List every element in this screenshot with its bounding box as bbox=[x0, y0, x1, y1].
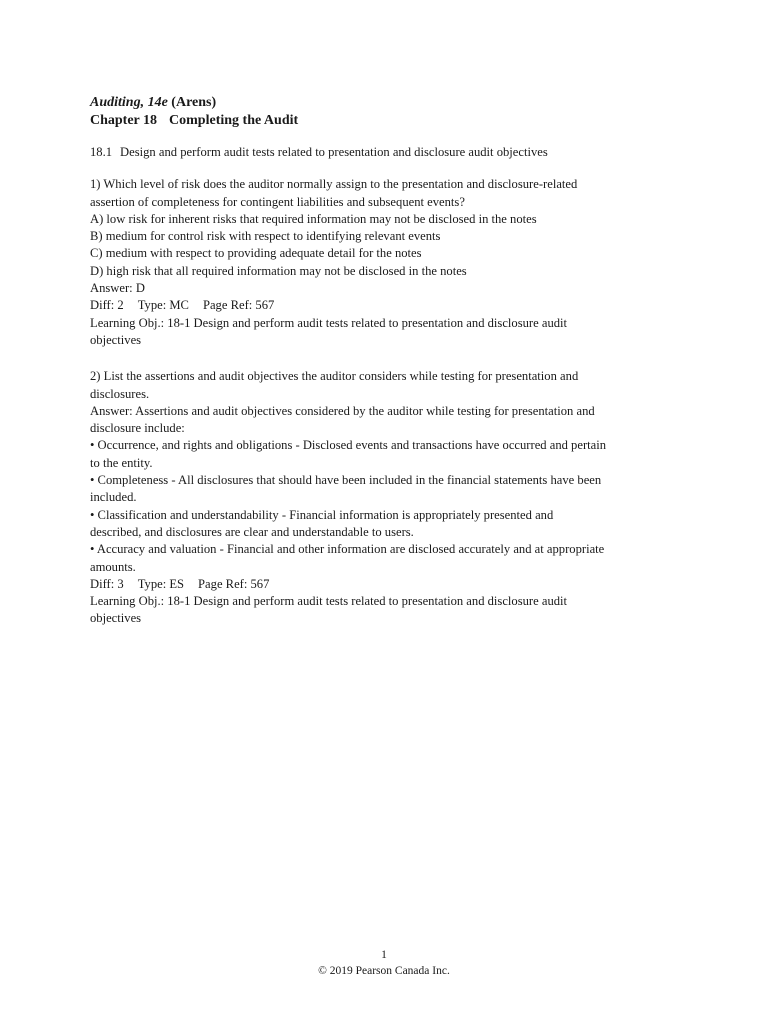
page-ref: Page Ref: 567 bbox=[202, 298, 275, 313]
answer-text-line: Answer: Assertions and audit objectives considered by the auditor while testing for presentation and bbox=[90, 403, 595, 418]
bullet-item: included. bbox=[90, 490, 137, 505]
chapter-heading bbox=[90, 112, 680, 130]
book-title bbox=[90, 94, 680, 112]
answer-option-a: A) low risk for inherent risks that required information may not be disclosed in the notes bbox=[90, 211, 537, 226]
bullet-item: amounts. bbox=[90, 559, 136, 574]
question-1 bbox=[90, 176, 680, 349]
question-text-line: disclosures. bbox=[90, 386, 150, 401]
answer-text-line: disclosure include: bbox=[90, 421, 185, 436]
question-text-line: 2) List the assertions and audit objectives the auditor considers while testing for presentation and bbox=[90, 369, 579, 384]
question-text-line: assertion of completeness for contingent liabilities and subsequent events? bbox=[90, 194, 465, 209]
bullet-item: • Occurrence, and rights and obligations - Disclosed events and transactions have occurred and pertain bbox=[90, 438, 607, 453]
bullet-item: • Classification and understandability - Financial information is appropriately presented and bbox=[90, 507, 554, 522]
bullet-item: to the entity. bbox=[90, 455, 153, 470]
learning-objective-line: objectives bbox=[90, 332, 142, 347]
learning-objective-line: Learning Obj.: 18-1 Design and perform audit tests related to presentation and disclosure audit bbox=[90, 594, 568, 609]
learning-objective-line: objectives bbox=[90, 611, 142, 626]
learning-objective-line: Learning Obj.: 18-1 Design and perform audit tests related to presentation and disclosure audit bbox=[90, 315, 568, 330]
answer-option-b: B) medium for control risk with respect to identifying relevant events bbox=[90, 229, 441, 244]
question-meta bbox=[90, 576, 680, 593]
answer-option-c: C) medium with respect to providing adequate detail for the notes bbox=[90, 246, 422, 261]
document-page bbox=[90, 94, 680, 647]
chapter-number: Chapter 18 bbox=[90, 113, 158, 128]
page-ref: Page Ref: 567 bbox=[198, 576, 270, 591]
section-heading bbox=[90, 144, 680, 161]
question-type: Type: MC bbox=[137, 298, 189, 313]
answer-key: Answer: D bbox=[90, 281, 145, 296]
book-title-italic: Auditing, 14e bbox=[90, 95, 168, 110]
answer-option-d: D) high risk that all required information may not be disclosed in the notes bbox=[90, 263, 467, 278]
question-2 bbox=[90, 368, 680, 627]
chapter-title: Completing the Audit bbox=[169, 113, 299, 128]
bullet-item: • Accuracy and valuation - Financial and other information are disclosed accurately and at appropriate bbox=[90, 542, 605, 557]
difficulty: Diff: 3 bbox=[90, 576, 124, 591]
difficulty: Diff: 2 bbox=[90, 298, 124, 313]
bullet-item: • Completeness - All disclosures that should have been included in the financial statements have been bbox=[90, 473, 602, 488]
copyright-notice: © 2019 Pearson Canada Inc. bbox=[318, 965, 450, 977]
section-number: 18.1 bbox=[90, 145, 113, 159]
question-text-line: 1) Which level of risk does the auditor normally assign to the presentation and disclosure-related bbox=[90, 177, 578, 192]
book-author: (Arens) bbox=[171, 95, 217, 110]
section-title: Design and perform audit tests related to presentation and disclosure audit objectives bbox=[120, 145, 548, 159]
page-number: 1 bbox=[381, 949, 387, 961]
question-meta bbox=[90, 297, 680, 314]
question-type: Type: ES bbox=[137, 576, 185, 591]
bullet-item: described, and disclosures are clear and understandable to users. bbox=[90, 524, 414, 539]
